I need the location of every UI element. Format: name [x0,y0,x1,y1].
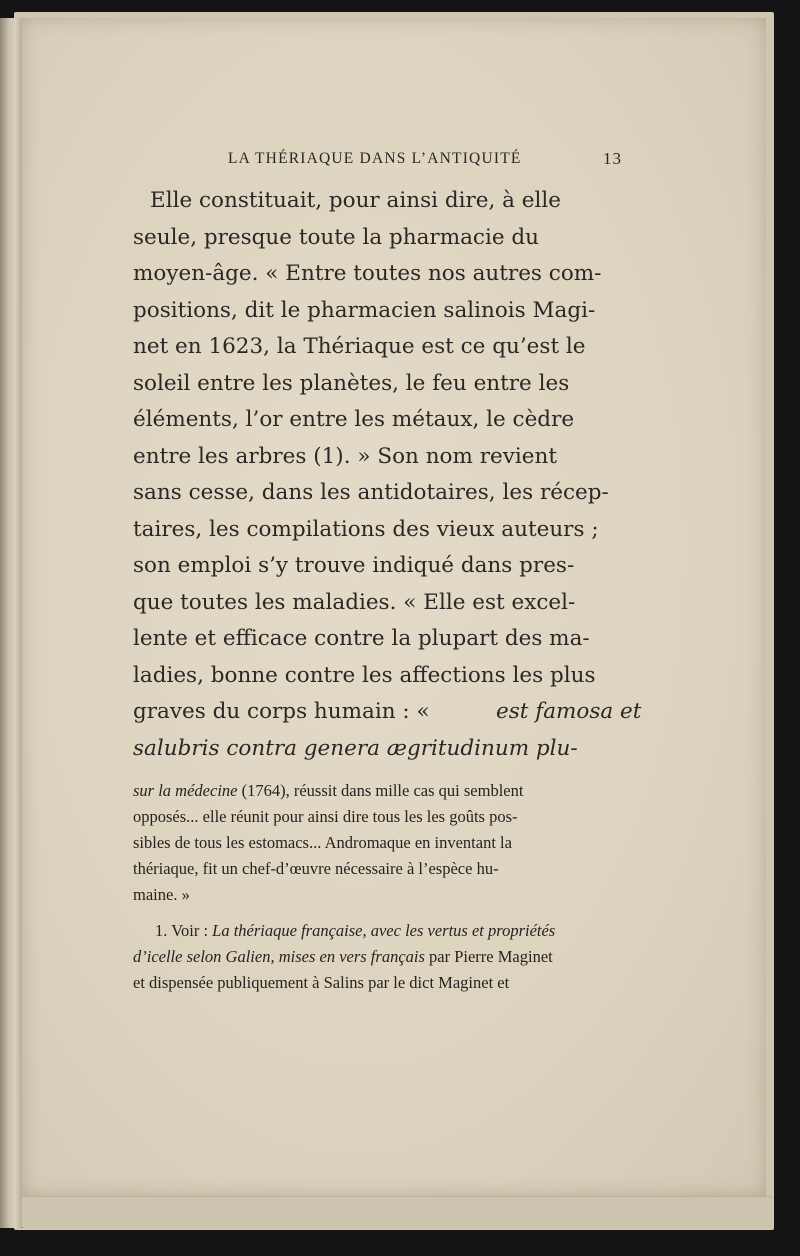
footnote-number: 1. Voir : [155,921,209,940]
footnote-italic: La thériaque française, avec les vertus et propriétés [212,921,556,940]
footnote-italic: sur la médecine [133,781,238,800]
body-line: net en 1623, la Thériaque est ce qu’est le [133,334,586,359]
footnote-note-1 [155,920,555,942]
body-line: entre les arbres (1). » Son nom revient [133,444,557,469]
running-title: LA THÉRIAQUE DANS L’ANTIQUITÉ [228,150,522,167]
body-line: seule, presque toute la pharmacie du [133,225,539,250]
body-line: graves du corps humain : « [133,699,430,724]
body-line: taires, les compilations des vieux auteurs ; [133,517,599,542]
body-line: sans cesse, dans les antidotaires, les récep- [133,480,609,505]
footnote-line [133,946,553,968]
footnote-text: par Pierre Maginet [429,947,553,966]
body-line: son emploi s’y trouve indiqué dans pres- [133,553,575,578]
footnote-text: (1764), réussit dans mille cas qui semblent [241,781,524,800]
body-line-latin: salubris contra genera ægritudinum plu- [133,736,578,761]
footnote-line: et dispensée publiquement à Salins par le dict Maginet et [133,973,510,992]
body-line: ladies, bonne contre les affections les plus [133,663,596,688]
body-line: que toutes les maladies. « Elle est excel- [133,590,576,615]
page-bottom-edge [22,1196,772,1227]
body-line: éléments, l’or entre les métaux, le cèdre [133,407,575,432]
body-line-latin: est famosa et [496,699,642,724]
running-head [0,150,800,174]
footnote-line: opposés... elle réunit pour ainsi dire tous les les goûts pos- [133,807,518,826]
footnote-italic: d’icelle selon Galien, mises en vers français [133,947,425,966]
facing-page-edge [0,18,23,1228]
footnote-line: sibles de tous les estomacs... Andromaque en inventant la [133,833,512,852]
body-line: soleil entre les planètes, le feu entre les [133,371,570,396]
page-number: 13 [603,149,622,168]
body-line: positions, dit le pharmacien salinois Magi- [133,298,596,323]
footnote-line: maine. » [133,885,190,904]
footnote-line [133,780,523,802]
footnote-line: thériaque, fit un chef-d’œuvre nécessaire à l’espèce hu- [133,859,499,878]
body-line: moyen-âge. « Entre toutes nos autres com- [133,261,602,286]
body-line: Elle constituait, pour ainsi dire, à elle [150,188,561,213]
body-line: lente et efficace contre la plupart des ma- [133,626,590,651]
